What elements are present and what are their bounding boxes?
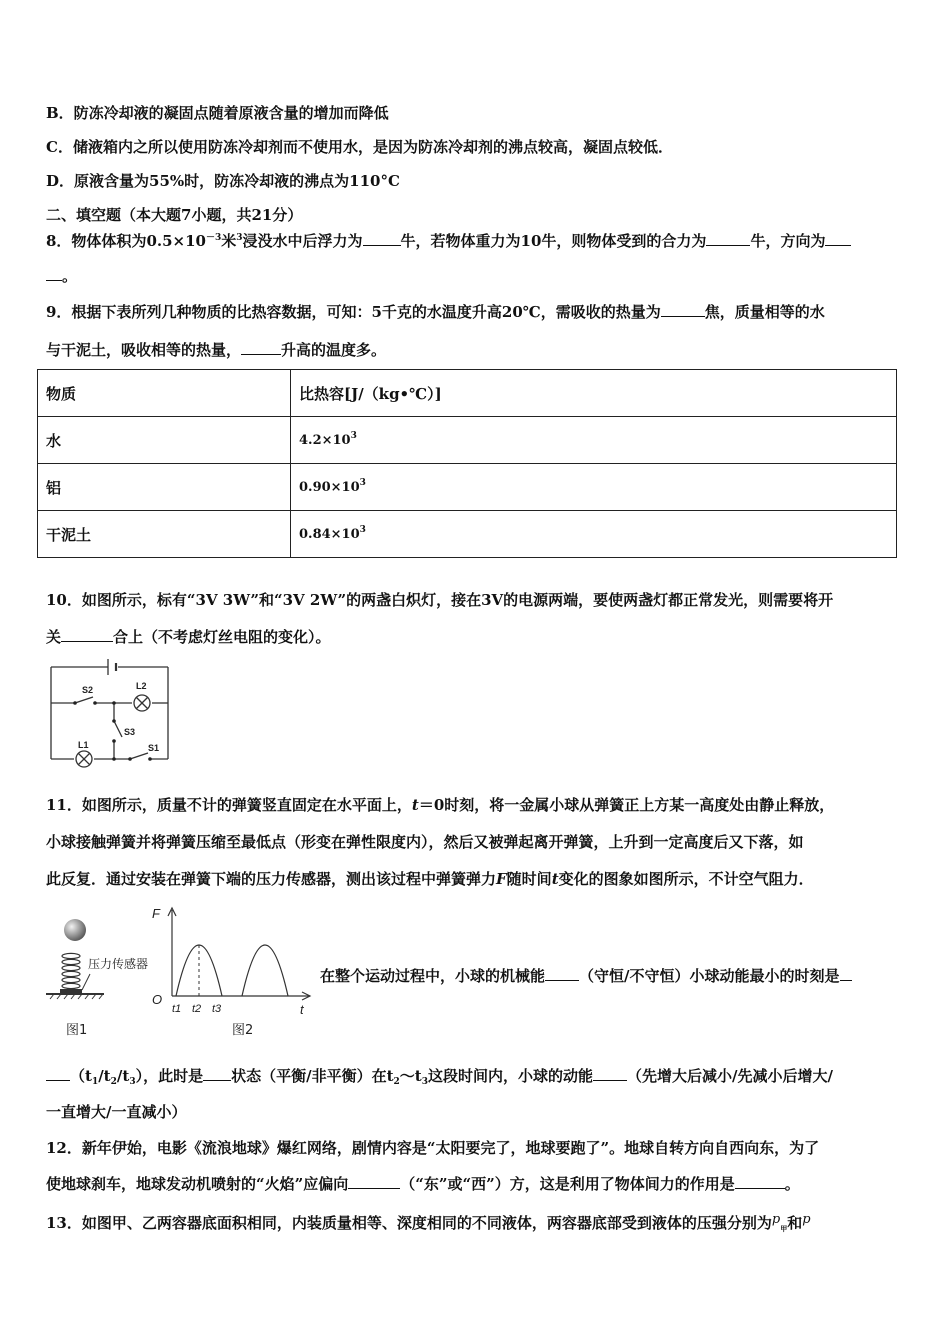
q9-line2: 与干泥土，吸收相等的热量， 升高的温度多。 [46, 341, 387, 359]
spring [62, 953, 80, 988]
table-row [38, 511, 897, 558]
q12-line2: 使地球刹车，地球发动机喷射的“火焰”应偏向 （“东”或“西”）方，这是利用了物体间力的作用是 。 [46, 1175, 800, 1193]
q11-blank-2a[interactable] [840, 966, 852, 981]
metal-ball [64, 919, 86, 941]
label-l1: L1 [78, 740, 89, 750]
q8-blank-1[interactable] [363, 231, 401, 246]
table-cell-name: 铝 [38, 464, 291, 511]
table-row [38, 464, 897, 511]
axis-label-f: F [152, 906, 160, 921]
q12-blank-1[interactable] [348, 1174, 400, 1189]
q8-line2: 。 [46, 266, 77, 286]
table-row [38, 417, 897, 464]
tick-t3: t3 [212, 1003, 222, 1015]
q7-option-b: B．防冻冷却液的凝固点随着原液含量的增加而降低 [46, 104, 389, 122]
q7-option-c: C．储液箱内之所以使用防冻冷却剂而不使用水，是因为防冻冷却剂的沸点较高，凝固点较低． [46, 138, 673, 156]
q11-line6: 一直增大/一直减小） [46, 1103, 187, 1121]
force-time-graph [142, 900, 322, 1040]
table-cell-value: $0.84\times 10^3$ [291, 511, 897, 558]
q8-blank-3b[interactable] [46, 266, 62, 281]
q9-blank-1[interactable] [661, 302, 705, 317]
q11-blank-1[interactable] [545, 966, 579, 981]
circuit-diagram [44, 655, 184, 770]
label-s3: S3 [124, 727, 136, 737]
axis-origin: O [152, 992, 163, 1007]
q10-blank[interactable] [61, 627, 113, 642]
q11-line2: 小球接触弹簧并将弹簧压缩至最低点（形变在弹性限度内），然后又被弹起离开弹簧，上升到一定高度后又下落，如 [46, 833, 804, 851]
q7-option-d: D．原液含量为55%时，防冻冷却液的沸点为110°C [46, 172, 400, 190]
tick-t2: t2 [192, 1003, 202, 1015]
section-heading: 二、填空题（本大题7小题，共21分） [46, 206, 303, 224]
q9-blank-2[interactable] [241, 340, 281, 355]
table-header-row [38, 370, 897, 417]
q8-line1: 8．物体体积为$0.5\times 10^{-3}$米$^3$浸没水中后浮力为 牛，若物体重力为10牛，则物体受到的合力为 牛，方向为 [46, 231, 851, 251]
q11-line3: 此反复．通过安装在弹簧下端的压力传感器，测出该过程中弹簧弹力F随时间t变化的图象如图所示，不计空气阻力． [46, 870, 814, 888]
q11-line1: 11．如图所示，质量不计的弹簧竖直固定在水平面上，t＝0时刻，将一金属小球从弹簧正上方某一高度处由静止释放， [46, 796, 835, 814]
q10-line2: 关 合上（不考虑灯丝电阻的变化）。 [46, 628, 331, 646]
q8-blank-3a[interactable] [825, 231, 851, 246]
label-s1: S1 [148, 743, 160, 753]
q11-line4: 在整个运动过程中，小球的机械能 （守恒/不守恒）小球动能最小的时刻是 [320, 966, 852, 986]
q11-blank-2b[interactable] [46, 1066, 70, 1081]
table-cell-name: 水 [38, 417, 291, 464]
fig2-caption: 图2 [232, 1023, 254, 1038]
table-cell-value: $0.90\times 10^3$ [291, 464, 897, 511]
table-header-substance: 物质 [38, 370, 291, 417]
q11-line5: $(t_1/t_2/t_3)$，此时是 状态（平衡/非平衡）在$t_2\sim t_3$这段时间内，小球的动能 （先增大后减小/先减小后增大/ [46, 1066, 833, 1086]
label-l2: L2 [136, 681, 147, 691]
q10-line1: 10．如图所示，标有“3V 3W”和“3V 2W”的两盏白炽灯，接在3V的电源两端，要使两盏灯都正常发光，则需要将开 [46, 591, 834, 609]
q9-line1: 9．根据下表所列几种物质的比热容数据，可知：5千克的水温度升高20℃，需吸收的热量为 焦，质量相等的水 [46, 303, 825, 321]
q12-blank-2[interactable] [735, 1174, 785, 1189]
q13-line1: 13．如图甲、乙两容器底面积相同，内装质量相等、深度相同的不同液体，两容器底部受到液体的压强分别为$p_甲$和p [46, 1212, 811, 1233]
q8-blank-2[interactable] [706, 231, 750, 246]
q12-line1: 12．新年伊始，电影《流浪地球》爆红网络，剧情内容是“太阳要完了，地球要跑了”。地球自转方向自西向东，为了 [46, 1139, 820, 1157]
tick-t1: t1 [172, 1003, 182, 1015]
table-cell-name: 干泥土 [38, 511, 291, 558]
table-cell-value: $4.2\times 10^3$ [291, 417, 897, 464]
fig1-caption: 图1 [66, 1023, 88, 1038]
label-s2: S2 [82, 685, 94, 695]
q11-blank-3[interactable] [203, 1066, 231, 1081]
specific-heat-table [37, 369, 897, 558]
axis-label-t: t [300, 1002, 304, 1017]
sensor-label: 压力传感器 [88, 957, 149, 971]
q11-blank-4[interactable] [593, 1066, 627, 1081]
table-header-heat: 比热容[J/（kg•℃）] [291, 370, 897, 417]
